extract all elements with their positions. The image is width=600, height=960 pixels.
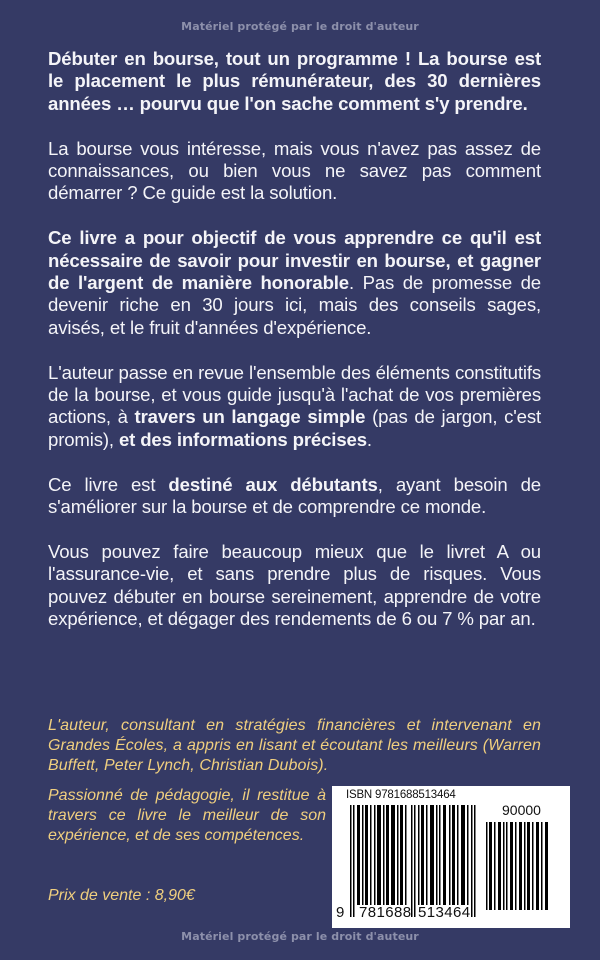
audience-bold: destiné aux débutants xyxy=(168,473,378,495)
objective-bold-text: Ce livre a pour objectif de vous apprendre ce qu'il est nécessaire de savoir pour investir en bourse, et gagner de l'argent de manière honorable xyxy=(48,227,541,294)
audience-text-2: , ayant besoin de s'améliorer sur la bourse et de comprendre ce monde. xyxy=(48,473,541,518)
back-cover-description xyxy=(48,48,541,653)
content-bold-2: et des informations précises xyxy=(118,428,367,450)
content-text-2: (pas de jargon, c'est promis), xyxy=(48,406,541,450)
addon-price-code: 90000 xyxy=(502,802,541,818)
author-bio-text: L'auteur, consultant en stratégies financières et intervenant en Grandes Écoles, a appris en lisant et écoutant les meilleurs (Warren Buffett, Peter Lynch, Christian Dubois). xyxy=(48,717,541,774)
isbn-label: ISBN 9781688513464 xyxy=(346,789,456,801)
barcode-digit-group-1: 781688 xyxy=(359,904,412,921)
isbn-barcode xyxy=(332,786,570,928)
ean13-barcode-icon xyxy=(350,805,482,917)
barcode-digit-group-2: 513464 xyxy=(418,904,471,921)
problem-paragraph: La bourse vous intéresse, mais vous n'avez pas assez de connaissances, ou bien vous ne savez pas comment démarrer ? Ce guide est la solution. xyxy=(48,137,541,204)
author-passion xyxy=(48,786,326,846)
audience-paragraph xyxy=(48,474,541,519)
author-passion-text: Passionné de pédagogie, il restitue à travers ce livre le meilleur de son expérience, et de ses compétences. xyxy=(48,787,326,844)
content-text-1: L'auteur passe en revue l'ensemble des éléments constitutifs de la bourse, et vous guide jusqu'à l'achat de vos premières actions, à xyxy=(48,361,541,428)
benefit-paragraph: Vous pouvez faire beaucoup mieux que le livret A ou l'assurance-vie, et sans prendre plus de risques. Vous pouvez débuter en bourse sereinement, apprendre de votre expérience, et dégager des rendements de 6 ou 7 % par an. xyxy=(48,540,541,630)
content-paragraph xyxy=(48,362,541,452)
content-bold-1: travers un langage simple xyxy=(134,406,366,428)
copyright-watermark-bottom: Matériel protégé par le droit d'auteur xyxy=(181,930,419,943)
copyright-watermark-top: Matériel protégé par le droit d'auteur xyxy=(181,20,419,33)
objective-rest-text: . Pas de promesse de devenir riche en 30 jours ici, mais des conseils sages, avisés, et le fruit d'années d'expérience. xyxy=(48,272,541,338)
audience-text-1: Ce livre est xyxy=(48,473,169,495)
objective-paragraph xyxy=(48,227,541,339)
addon-barcode-icon xyxy=(486,822,550,910)
author-bio xyxy=(48,716,541,776)
intro-paragraph: Débuter en bourse, tout un programme ! La bourse est le placement le plus rémunérateur, des 30 dernières années … pourvu que l'on sache comment s'y prendre. xyxy=(48,48,541,114)
barcode-digit-first: 9 xyxy=(336,904,345,921)
sale-price: Prix de vente : 8,90€ xyxy=(48,887,195,904)
content-text-3: . xyxy=(366,428,372,450)
